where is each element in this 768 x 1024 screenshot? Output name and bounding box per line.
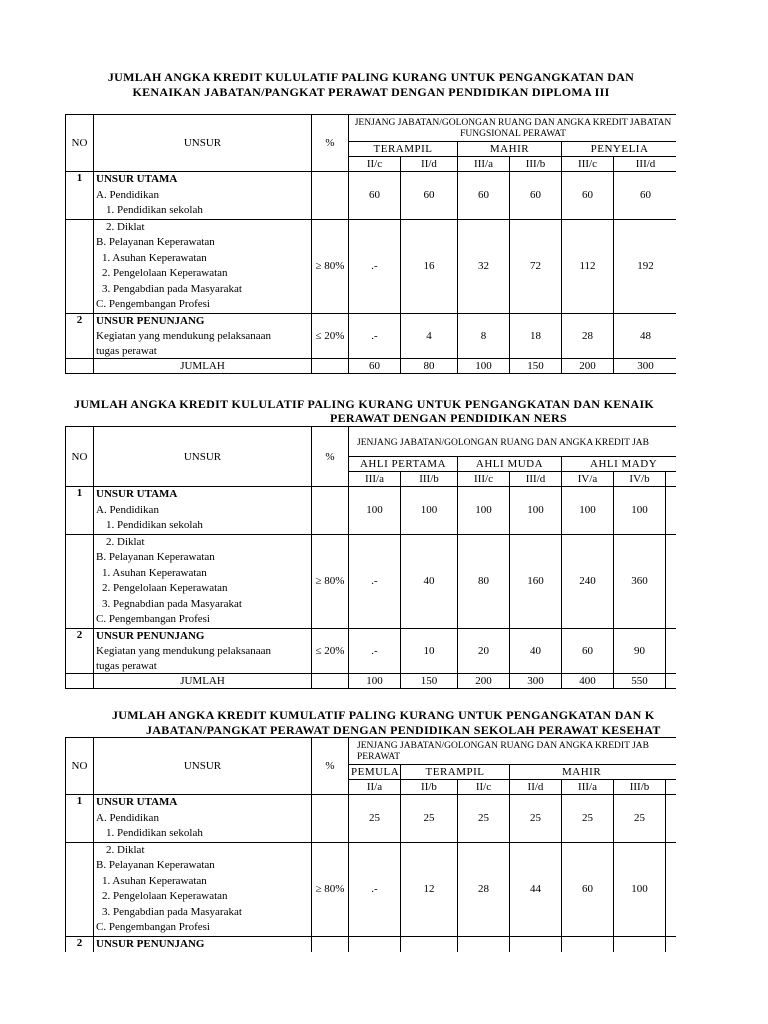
s1-row2-val-1: .-	[349, 313, 401, 358]
s1-row1-b2: 2. Pengelolaan Keperawatan	[102, 267, 228, 279]
s1-total-val-1: 60	[349, 358, 401, 373]
s2-grade-6: IV/b	[614, 472, 666, 487]
s2-row1-b-val-3: 80	[458, 534, 510, 628]
s2-grade-3: III/c	[458, 472, 510, 487]
s2-total-val-4: 300	[510, 673, 562, 688]
s1-row1-a-val-4: 60	[510, 172, 562, 220]
s3-row1-a1: 1. Pendidikan sekolah	[106, 827, 203, 839]
s1-row2-val-2: 4	[401, 313, 458, 358]
s3-row1-b: B. Pelayanan Keperawatan	[96, 859, 215, 871]
s3-row1-b1: 1. Asuhan Keperawatan	[102, 874, 207, 887]
s3-row1-unsur-a	[94, 795, 312, 843]
s1-row1-unsur-b	[94, 219, 312, 313]
s2-row2-val-1: .-	[349, 628, 401, 673]
s1-row1-head: UNSUR UTAMA	[96, 173, 178, 185]
s1-row2-unsur	[94, 313, 312, 358]
s2-total-label: JUMLAH	[94, 673, 312, 688]
s1-row1-b-val-3: 32	[458, 219, 510, 313]
s2-row1-unsur-a	[94, 487, 312, 535]
s2-row1-b-val-4: 160	[510, 534, 562, 628]
s1-header-no: NO	[66, 115, 94, 172]
s1-row1-a1: 1. Pendidikan sekolah	[106, 204, 203, 216]
s2-row2-text2: tugas perawat	[96, 659, 157, 672]
s2-row1-a1: 1. Pendidikan sekolah	[106, 519, 203, 531]
s2-row2-no: 2	[66, 628, 94, 673]
s2-total-pct	[312, 673, 349, 688]
s3-row2-val-6	[614, 936, 666, 952]
s3-row1-b-val-7	[666, 842, 677, 936]
s2-grade-2: III/b	[401, 472, 458, 487]
s2-grade-7	[666, 472, 677, 487]
s2-row2-val-4: 40	[510, 628, 562, 673]
s2-row1-no: 1	[66, 487, 94, 535]
s1-grade-5: III/c	[562, 157, 614, 172]
s3-row1-b-val-3: 28	[458, 842, 510, 936]
s1-title-line1: JUMLAH ANGKA KREDIT KULULATIF PALING KURANG UNTUK PENGANGKATAN DAN	[107, 70, 635, 84]
s2-total-val-7	[666, 673, 677, 688]
s1-group-3: PENYELIA	[562, 142, 677, 157]
s3-header-pct: %	[312, 738, 349, 795]
s3-row2-no: 2	[66, 936, 94, 952]
s2-row2-text1: Kegiatan yang mendukung pelaksanaan	[96, 645, 272, 657]
s1-credit-table	[65, 114, 676, 374]
s2-row2-val-3: 20	[458, 628, 510, 673]
s1-row1-unsur-a	[94, 172, 312, 220]
s1-total-no	[66, 358, 94, 373]
s1-row1-c: C. Pengembangan Profesi	[96, 298, 210, 310]
s3-row2-val-1	[349, 936, 401, 952]
s2-row2-pct: ≤ 20%	[312, 628, 349, 673]
s3-row1-b-val-1: .-	[349, 842, 401, 936]
s3-grade-7	[666, 780, 677, 795]
s1-grade-6: III/d	[614, 157, 677, 172]
s1-grade-3: III/a	[458, 157, 510, 172]
s2-row1-pct-top	[312, 487, 349, 535]
s3-header-unsur: UNSUR	[94, 738, 312, 795]
s3-row2-val-7	[666, 936, 677, 952]
s2-total-val-6: 550	[614, 673, 666, 688]
s2-grade-4: III/d	[510, 472, 562, 487]
s1-total-val-5: 200	[562, 358, 614, 373]
s3-row1-b-val-2: 12	[401, 842, 458, 936]
s2-row2-unsur	[94, 628, 312, 673]
s3-row1-a-val-4: 25	[510, 795, 562, 843]
s3-row1-pct: ≥ 80%	[312, 842, 349, 936]
s1-row1-no: 1	[66, 172, 94, 220]
s2-row1-pct: ≥ 80%	[312, 534, 349, 628]
s1-row1b-no	[66, 219, 94, 313]
s3-header-no: NO	[66, 738, 94, 795]
s1-row1-b-val-1: .-	[349, 219, 401, 313]
s3-title-line1: JUMLAH ANGKA KREDIT KUMULATIF PALING KURANG UNTUK PENGANGKATAN DAN K	[112, 708, 655, 722]
s3-group-1: PEMULA	[349, 765, 401, 780]
s1-row2-pct: ≤ 20%	[312, 313, 349, 358]
s3-row2-unsur	[94, 936, 312, 952]
s3-row1-a-val-6: 25	[614, 795, 666, 843]
s2-header-pct: %	[312, 427, 349, 487]
s1-row2-head: UNSUR PENUNJANG	[96, 314, 205, 327]
s1-total-pct	[312, 358, 349, 373]
s2-row1-b2: 2. Pengelolaan Keperawatan	[102, 582, 228, 594]
s3-grade-6: III/b	[614, 780, 666, 795]
s2-row1-b: B. Pelayanan Keperawatan	[96, 551, 215, 563]
s2-table-wrap	[65, 426, 676, 689]
s1-table-wrap	[65, 114, 676, 374]
s2-total-val-3: 200	[458, 673, 510, 688]
s2-row1-b1: 1. Asuhan Keperawatan	[102, 566, 207, 579]
s1-row1-b: B. Pelayanan Keperawatan	[96, 236, 215, 248]
s1-row1-a-val-2: 60	[401, 172, 458, 220]
s1-total-label: JUMLAH	[94, 358, 312, 373]
s1-grade-1: II/c	[349, 157, 401, 172]
s3-group-3: MAHIR	[510, 765, 677, 780]
s3-title-line2: JABATAN/PANGKAT PERAWAT DENGAN PENDIDIKAN SEKOLAH PERAWAT KESEHAT	[146, 723, 661, 737]
s2-header-no: NO	[66, 427, 94, 487]
s1-total-val-3: 100	[458, 358, 510, 373]
s3-grade-4: II/d	[510, 780, 562, 795]
s3-row1-a2: 2. Diklat	[106, 843, 145, 856]
s2-row1-b-val-7	[666, 534, 677, 628]
s1-row2-val-4: 18	[510, 313, 562, 358]
s1-grade-2: II/d	[401, 157, 458, 172]
s1-row1-a: A. Pendidikan	[96, 188, 159, 201]
s2-row1-a-val-1: 100	[349, 487, 401, 535]
s3-table-wrap	[65, 737, 676, 952]
s2-group-3: AHLI MADY	[562, 457, 677, 472]
s3-row2-val-2	[401, 936, 458, 952]
s3-credit-table	[65, 737, 676, 952]
s2-row1-a-val-6: 100	[614, 487, 666, 535]
s3-header-jenjang: JENJANG JABATAN/GOLONGAN RUANG DAN ANGKA KREDIT JAB PERAWAT	[349, 738, 677, 765]
s2-row1b-no	[66, 534, 94, 628]
s2-row1-a-val-2: 100	[401, 487, 458, 535]
s2-grade-5: IV/a	[562, 472, 614, 487]
s1-total-val-2: 80	[401, 358, 458, 373]
s3-row1-b2: 2. Pengelolaan Keperawatan	[102, 890, 228, 902]
s2-row1-b-val-2: 40	[401, 534, 458, 628]
s2-row1-c: C. Pengembangan Profesi	[96, 613, 210, 625]
s2-row1-a-val-7	[666, 487, 677, 535]
s2-total-val-2: 150	[401, 673, 458, 688]
s3-row1-a-val-7	[666, 795, 677, 843]
s3-row1-head: UNSUR UTAMA	[96, 796, 178, 808]
s2-row2-head: UNSUR PENUNJANG	[96, 629, 205, 642]
s1-header-unsur: UNSUR	[94, 115, 312, 172]
s1-row1-b3: 3. Pengabdian pada Masyarakat	[102, 282, 242, 295]
s3-row1-a: A. Pendidikan	[96, 811, 159, 824]
s1-row1-b-val-5: 112	[562, 219, 614, 313]
s2-header-unsur: UNSUR	[94, 427, 312, 487]
s2-row1-a-val-3: 100	[458, 487, 510, 535]
s3-row2-head: UNSUR PENUNJANG	[96, 937, 205, 950]
s2-row1-b3: 3. Pegnabdian pada Masyarakat	[102, 597, 242, 610]
s3-row1-unsur-b	[94, 842, 312, 936]
s3-group-2: TERAMPIL	[401, 765, 510, 780]
s1-total-val-4: 150	[510, 358, 562, 373]
s1-row1-a-val-6: 60	[614, 172, 677, 220]
s1-row1-pct-top	[312, 172, 349, 220]
s3-grade-5: III/a	[562, 780, 614, 795]
s1-header-jenjang: JENJANG JABATAN/GOLONGAN RUANG DAN ANGKA KREDIT JABATAN FUNGSIONAL PERAWAT	[349, 115, 677, 142]
s3-row1-b-val-5: 60	[562, 842, 614, 936]
s3-grade-3: II/c	[458, 780, 510, 795]
s2-row2-val-7	[666, 628, 677, 673]
s3-row1-a-val-3: 25	[458, 795, 510, 843]
s2-title-line1: JUMLAH ANGKA KREDIT KULULATIF PALING KURANG UNTUK PENGANGKATAN DAN KENAIK	[74, 397, 655, 411]
s2-total-no	[66, 673, 94, 688]
s3-row1-a-val-2: 25	[401, 795, 458, 843]
s1-row2-val-5: 28	[562, 313, 614, 358]
s2-row2-val-2: 10	[401, 628, 458, 673]
s3-row1-b-val-4: 44	[510, 842, 562, 936]
s2-row2-val-6: 90	[614, 628, 666, 673]
s1-row1-a-val-5: 60	[562, 172, 614, 220]
s2-total-val-5: 400	[562, 673, 614, 688]
s3-row2-pct	[312, 936, 349, 952]
s2-total-val-1: 100	[349, 673, 401, 688]
s1-total-val-6: 300	[614, 358, 677, 373]
s1-group-1: TERAMPIL	[349, 142, 458, 157]
s3-row1-pct-top	[312, 795, 349, 843]
s2-credit-table	[65, 426, 676, 689]
s1-header-pct: %	[312, 115, 349, 172]
s1-row1-a-val-3: 60	[458, 172, 510, 220]
s1-group-2: MAHIR	[458, 142, 562, 157]
s1-title-line2: KENAIKAN JABATAN/PANGKAT PERAWAT DENGAN PENDIDIKAN DIPLOMA III	[132, 85, 610, 99]
s1-row1-b-val-6: 192	[614, 219, 677, 313]
s1-row1-b-val-4: 72	[510, 219, 562, 313]
s3-row2-val-3	[458, 936, 510, 952]
s2-row1-a-val-4: 100	[510, 487, 562, 535]
s3-grade-2: II/b	[401, 780, 458, 795]
s2-row2-val-5: 60	[562, 628, 614, 673]
s3-row1-b3: 3. Pengabdian pada Masyarakat	[102, 905, 242, 918]
s3-row1-a-val-5: 25	[562, 795, 614, 843]
s2-group-1: AHLI PERTAMA	[349, 457, 458, 472]
s1-row2-val-3: 8	[458, 313, 510, 358]
s1-grade-4: III/b	[510, 157, 562, 172]
s1-row1-b1: 1. Asuhan Keperawatan	[102, 251, 207, 264]
s3-row2-val-4	[510, 936, 562, 952]
s1-row2-text1: Kegiatan yang mendukung pelaksanaan	[96, 330, 272, 342]
s2-group-2: AHLI MUDA	[458, 457, 562, 472]
s2-row1-b-val-6: 360	[614, 534, 666, 628]
s3-row1-no: 1	[66, 795, 94, 843]
s3-row2-val-5	[562, 936, 614, 952]
s2-header-jenjang: JENJANG JABATAN/GOLONGAN RUANG DAN ANGKA KREDIT JAB	[349, 427, 677, 457]
s2-row1-b-val-5: 240	[562, 534, 614, 628]
s2-row1-b-val-1: .-	[349, 534, 401, 628]
s2-row1-a2: 2. Diklat	[106, 535, 145, 548]
s2-row1-a: A. Pendidikan	[96, 503, 159, 516]
s2-row1-unsur-b	[94, 534, 312, 628]
s1-row2-val-6: 48	[614, 313, 677, 358]
s3-row1-a-val-1: 25	[349, 795, 401, 843]
s2-title-line2: PERAWAT DENGAN PENDIDIKAN NERS	[330, 411, 567, 425]
s1-row2-no: 2	[66, 313, 94, 358]
s1-row1-a-val-1: 60	[349, 172, 401, 220]
s1-row1-b-val-2: 16	[401, 219, 458, 313]
s2-grade-1: III/a	[349, 472, 401, 487]
s2-row1-a-val-5: 100	[562, 487, 614, 535]
s3-row1b-no	[66, 842, 94, 936]
s1-row2-text2: tugas perawat	[96, 344, 157, 357]
s3-row1-c: C. Pengembangan Profesi	[96, 921, 210, 933]
s1-row1-pct: ≥ 80%	[312, 219, 349, 313]
s1-row1-a2: 2. Diklat	[106, 220, 145, 233]
s3-grade-1: II/a	[349, 780, 401, 795]
s3-row1-b-val-6: 100	[614, 842, 666, 936]
s2-row1-head: UNSUR UTAMA	[96, 488, 178, 500]
